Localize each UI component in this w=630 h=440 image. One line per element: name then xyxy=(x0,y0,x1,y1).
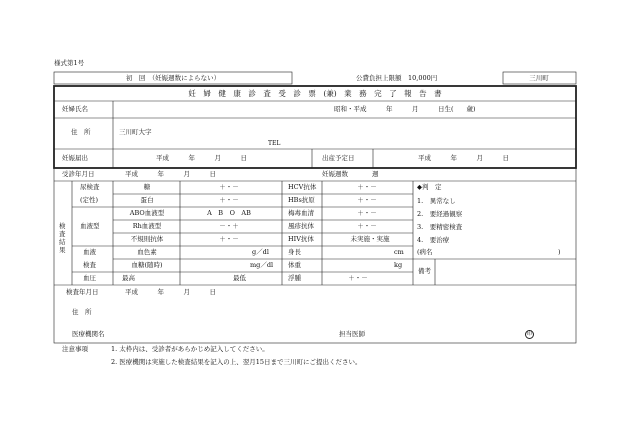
due-date-label: 出産予定日 xyxy=(322,154,355,162)
test-item-name: 糖 xyxy=(143,183,151,191)
mid-item-value: ＋・－ xyxy=(357,209,377,217)
mid-item-name: HCV抗体 xyxy=(288,183,317,191)
weight-unit: kg xyxy=(394,261,403,269)
address-value: 三川町大字 xyxy=(119,128,152,136)
exam-date-label: 検査年月日 xyxy=(66,288,99,296)
weight-label: 体重 xyxy=(288,261,301,269)
edema-label: 浮腫 xyxy=(288,274,301,282)
municipality-label: 三川町 xyxy=(529,74,549,82)
pregnancy-report-label: 妊娠届出 xyxy=(62,154,88,162)
test-item-name: 不規則抗体 xyxy=(130,235,164,243)
mid-item-name: HBs抗原 xyxy=(288,196,315,204)
test-item-value: ＋・－ xyxy=(219,183,239,191)
blood-type-label: 血液型 xyxy=(80,222,100,230)
blood-test-label: 血液 xyxy=(83,248,96,256)
dob-label: 昭和・平成 年 月 日生( 歳) xyxy=(334,105,476,113)
test-item-unit: mg／dl xyxy=(250,261,274,269)
test-item-value: ＋・－ xyxy=(219,235,239,243)
judgement-title: ◆判 定 xyxy=(417,183,442,191)
report-date: 平成 年 月 日 xyxy=(156,154,247,162)
visit-date: 平成 年 月 日 xyxy=(125,170,216,178)
mid-item-name: HIV抗体 xyxy=(288,235,314,243)
height-label: 身長 xyxy=(288,248,301,256)
test-item-unit: g／dl xyxy=(252,248,269,256)
mid-item-name: 風疹抗体 xyxy=(288,222,314,230)
urine-test-sublabel: (定性) xyxy=(80,196,99,204)
weeks-label: 妊娠週数 xyxy=(322,170,348,178)
institution-label: 医療機関名 xyxy=(72,330,105,338)
mid-item-name: 梅毒血清 xyxy=(288,209,314,217)
mid-item-value: ＋・－ xyxy=(357,183,377,191)
doctor-label: 担当医師 xyxy=(339,330,365,338)
blood-test-sublabel: 検査 xyxy=(83,261,96,269)
bp-min-label: 最低 xyxy=(233,274,246,282)
edema-value: ＋・－ xyxy=(348,274,368,282)
judgement-option: 2. 要経過観察 xyxy=(417,210,463,218)
exam-date: 平成 年 月 日 xyxy=(125,288,216,296)
blood-pressure-label: 血圧 xyxy=(83,274,96,282)
first-visit-label: 初 回 （妊娠週数によらない） xyxy=(125,74,221,82)
public-limit-label: 公費負担上限額 10,000円 xyxy=(356,74,438,82)
test-item-value: －・＋ xyxy=(219,222,239,230)
test-item-name: Rh血液型 xyxy=(132,222,162,230)
due-date: 平成 年 月 日 xyxy=(418,154,509,162)
notes-label: 注意事項 xyxy=(62,345,88,353)
test-item-name: 蛋白 xyxy=(140,196,154,204)
test-item-value: ＋・－ xyxy=(219,196,239,204)
exam-address-label: 住 所 xyxy=(72,308,92,316)
test-results-section-label: 検査結果 xyxy=(59,222,66,254)
form-id: 様式第1号 xyxy=(54,59,85,67)
mid-item-value: ＋・－ xyxy=(357,222,377,230)
mid-item-value: ＋・－ xyxy=(357,196,377,204)
test-item-name: ABO血液型 xyxy=(129,209,165,217)
disease-label: (病名 xyxy=(417,248,433,256)
judgement-option: 3. 要精密検査 xyxy=(417,223,463,231)
weeks-unit: 週 xyxy=(372,170,379,178)
patient-name-label: 妊婦氏名 xyxy=(62,105,88,113)
test-item-name: 血糖(随時) xyxy=(131,261,163,269)
address-label: 住 所 xyxy=(71,128,91,136)
bp-max-label: 最高 xyxy=(122,274,135,282)
tel-label: TEL xyxy=(268,140,281,147)
judgement-option: 4. 要治療 xyxy=(417,236,450,244)
height-unit: cm xyxy=(394,248,404,256)
mid-item-value: 未実施・実施 xyxy=(350,235,390,243)
note-item: 2. 医療機関は実施した検査結果を記入の上、翌月15日まで三川町にご提出ください。 xyxy=(111,358,362,366)
judgement-option: 1. 異常なし xyxy=(417,197,456,205)
test-item-value: A B O AB xyxy=(207,209,251,217)
note-item: 1. 太枠内は、受診者があらかじめ記入してください。 xyxy=(111,345,269,353)
seal-mark: 印 xyxy=(526,331,533,337)
visit-date-label: 受診年月日 xyxy=(62,170,95,178)
form-title: 妊 婦 健 康 診 査 受 診 票 (兼) 業 務 完 了 報 告 書 xyxy=(188,89,442,98)
remarks-label: 備考 xyxy=(418,267,431,275)
urine-test-label: 尿検査 xyxy=(80,183,100,191)
test-item-name: 血色素 xyxy=(137,248,157,256)
disease-close: ) xyxy=(558,248,561,256)
